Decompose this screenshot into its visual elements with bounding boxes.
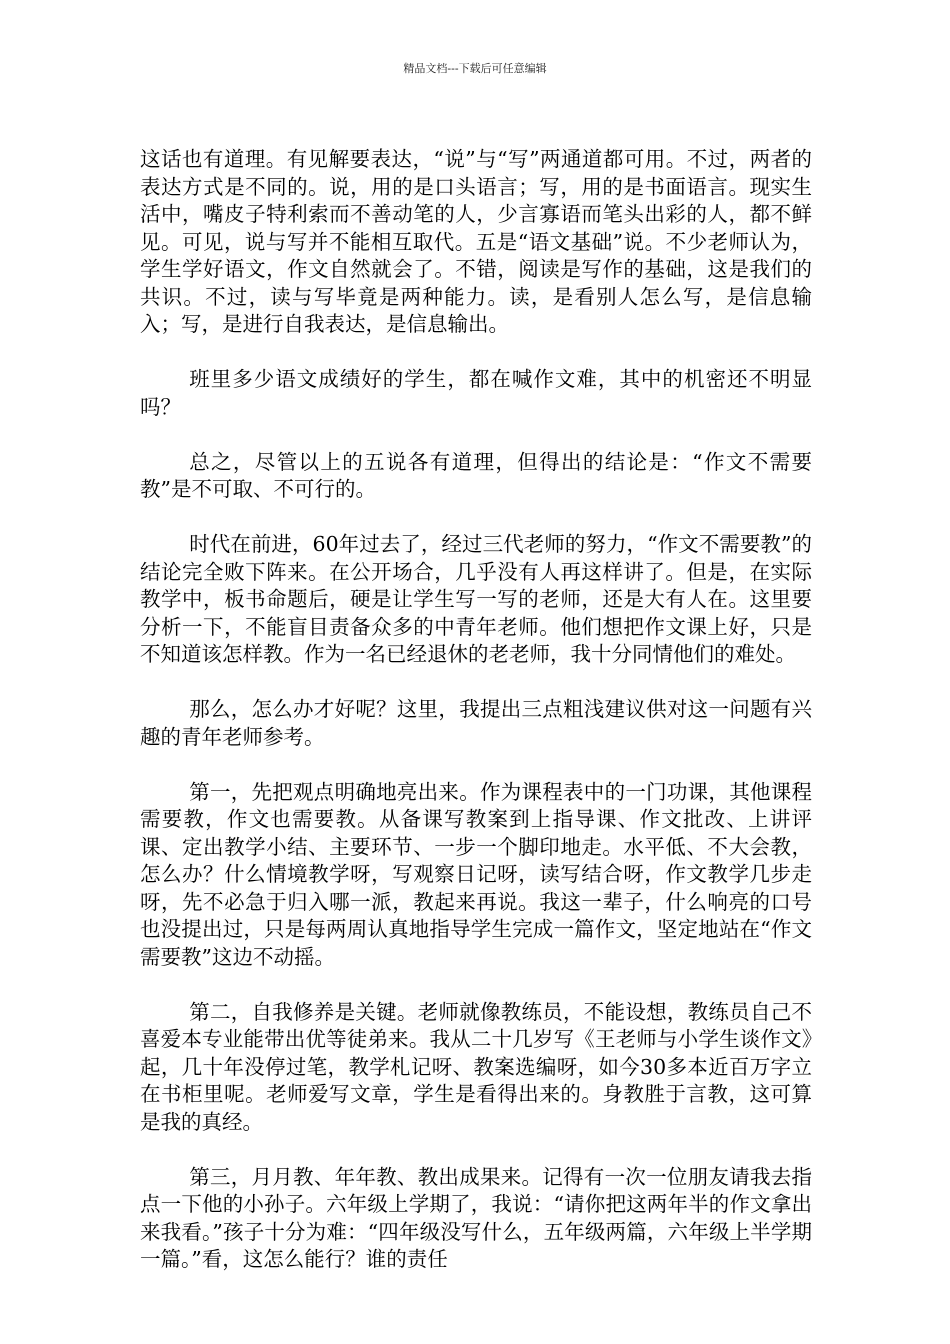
paragraph-7: 第二，自我修养是关键。老师就像教练员，不能设想，教练员自己不喜爱本专业能带出优等徒弟来。我从二十几岁写《王老师与小学生谈作文》起，几十年没停过笔，教学札记呀、教案选编呀，如今30多本近百万字立在书柜里呢。老师爱写文章，学生是看得出来的。身教胜于言教，这可算是我的真经。 bbox=[140, 999, 812, 1134]
paragraph-1: 这话也有道理。有见解要表达，“说”与“写”两通道都可用。不过，两者的表达方式是不同的。说，用的是口头语言；写，用的是书面语言。现实生活中，嘴皮子特利索而不善动笔的人，少言寡语而笔头出彩的人，都不鲜见。可见，说与写并不能相互取代。五是“语文基础”说。不少老师认为，学生学好语文，作文自然就会了。不错，阅读是写作的基础，这是我们的共识。不过，读与写毕竟是两种能力。读，是看别人怎么写，是信息输入；写，是进行自我表达，是信息输出。 bbox=[140, 147, 812, 336]
paragraph-5: 那么，怎么办才好呢？这里，我提出三点粗浅建议供对这一问题有兴趣的青年老师参考。 bbox=[140, 697, 812, 749]
paragraph-4: 时代在前进，60年过去了，经过三代老师的努力，“作文不需要教”的结论完全败下阵来。在公开场合，几乎没有人再这样讲了。但是，在实际教学中，板书命题后，硬是让学生写一写的老师，还是大有人在。这里要分析一下，不能盲目责备众多的中青年老师。他们想把作文课上好，只是不知道该怎样教。作为一名已经退休的老老师，我十分同情他们的难处。 bbox=[140, 532, 812, 666]
paragraph-8: 第三，月月教、年年教、教出成果来。记得有一次一位朋友请我去指点一下他的小孙子。六年级上学期了，我说：“请你把这两年半的作文拿出来我看。”孩子十分为难：“四年级没写什么，五年级两篇，六年级上半学期一篇。”看，这怎么能行？谁的责任 bbox=[140, 1164, 812, 1271]
document-body bbox=[140, 146, 812, 1274]
paragraph-2: 班里多少语文成绩好的学生，都在喊作文难，其中的机密还不明显吗？ bbox=[140, 367, 812, 419]
paragraph-6: 第一，先把观点明确地亮出来。作为课程表中的一门功课，其他课程需要教，作文也需要教。从备课写教案到上指导课、作文批改、上讲评课、定出教学小结、主要环节、一步一个脚印地走。水平低、不大会教，怎么办？什么情境教学呀，写观察日记呀，读写结合呀，作文教学几步走呀，先不必急于归入哪一派，教起来再说。我这一辈子，什么响亮的口号也没提出过，只是每两周认真地指导学生完成一篇作文，坚定地站在“作文需要教”这边不动摇。 bbox=[140, 779, 812, 969]
page-header: 精品文档---下载后可任意编辑 bbox=[403, 62, 547, 75]
paragraph-3: 总之，尽管以上的五说各有道理，但得出的结论是：“作文不需要教”是不可取、不可行的。 bbox=[140, 449, 812, 501]
